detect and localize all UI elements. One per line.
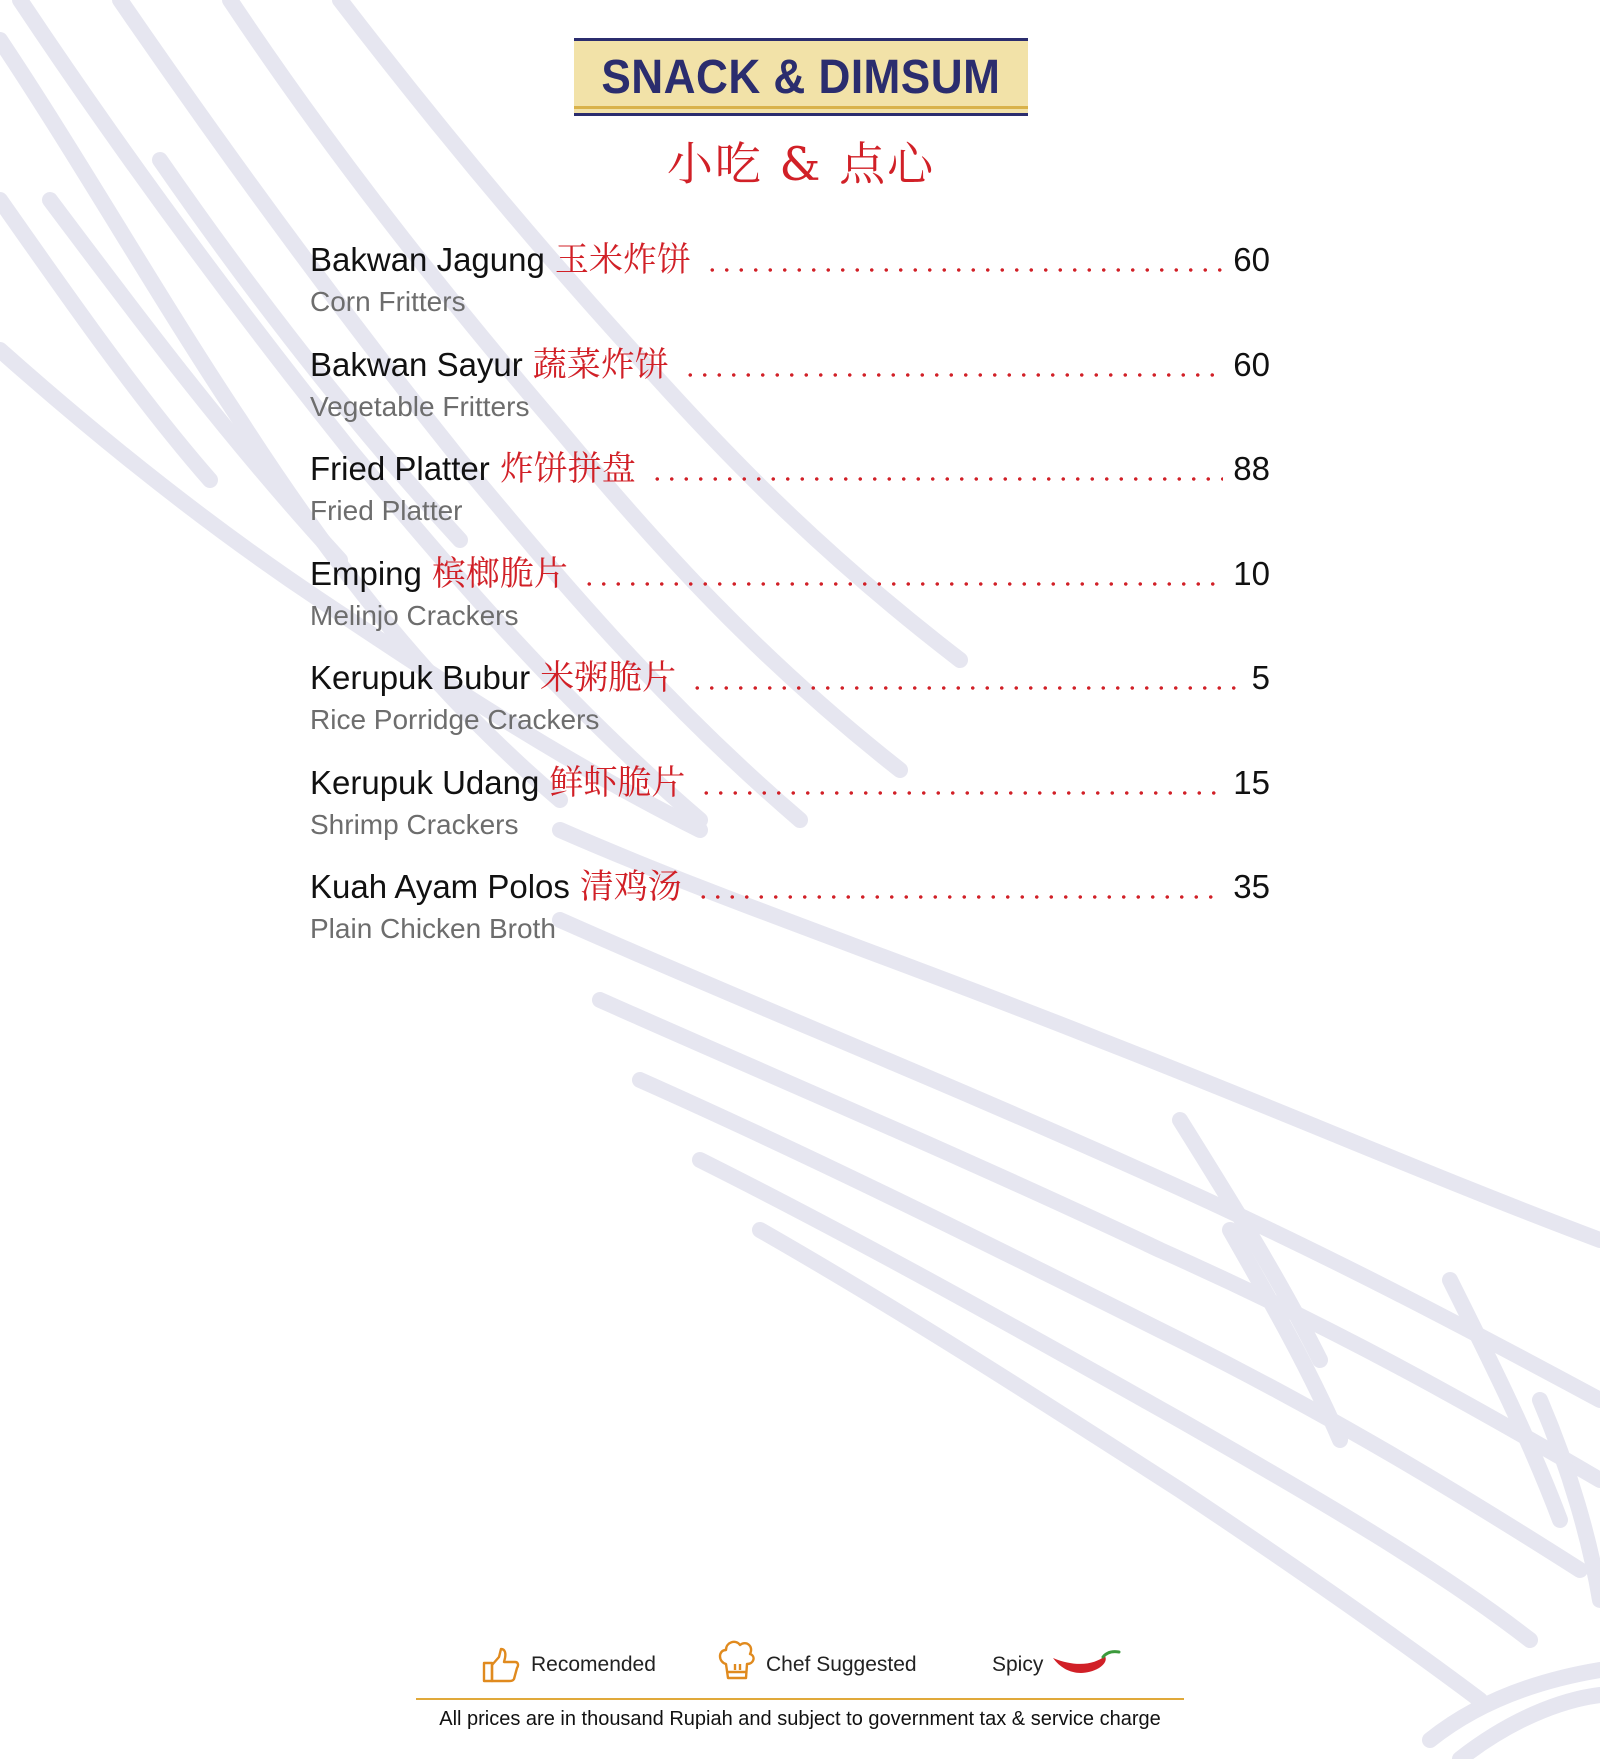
menu-item-chinese-name: 蔬菜炸饼 xyxy=(532,344,669,385)
menu-item-price: 5 xyxy=(1251,659,1270,696)
menu-item-row xyxy=(310,650,1270,702)
menu-item-chinese-name: 鲜虾脆片 xyxy=(549,762,686,803)
menu-item-price: 60 xyxy=(1233,241,1270,278)
menu-item xyxy=(310,441,1270,546)
menu-item-english-description: Corn Fritters xyxy=(310,286,466,317)
menu-item xyxy=(310,859,1270,964)
menu-item-name: Bakwan Sayur xyxy=(310,345,523,383)
menu-list xyxy=(310,232,1270,964)
legend-recommended xyxy=(481,1640,656,1690)
dot-leader xyxy=(683,373,1224,377)
dot-leader xyxy=(705,268,1223,272)
menu-item-english-description: Melinjo Crackers xyxy=(310,599,519,631)
thumbs-up-icon xyxy=(481,1645,521,1685)
menu-item-name: Emping xyxy=(310,554,422,592)
menu-item-row xyxy=(310,859,1270,911)
section-subtitle-chinese: 小吃 & 点心 xyxy=(666,137,936,191)
price-disclaimer: All prices are in thousand Rupiah and subject to government tax & service charge xyxy=(439,1708,1161,1730)
menu-item-price: 88 xyxy=(1233,450,1270,487)
menu-item-row xyxy=(310,337,1270,389)
menu-item-row xyxy=(310,441,1270,493)
menu-item-name: Kerupuk Udang xyxy=(310,763,540,801)
legend-recommended-label: Recomended xyxy=(531,1653,656,1676)
menu-item-price: 60 xyxy=(1233,345,1270,383)
menu-item-english-description: Plain Chicken Broth xyxy=(310,913,556,944)
dot-leader xyxy=(699,791,1223,795)
legend-divider xyxy=(416,1698,1184,1700)
menu-item-chinese-name: 清鸡汤 xyxy=(579,867,682,907)
menu-item xyxy=(310,337,1270,442)
menu-item xyxy=(310,650,1270,755)
menu-item-row xyxy=(310,755,1270,807)
chef-hat-icon xyxy=(716,1636,756,1684)
dot-leader xyxy=(650,477,1224,481)
dot-leader xyxy=(582,582,1223,586)
menu-item-price: 10 xyxy=(1233,554,1270,592)
menu-item-chinese-name: 炸饼拼盘 xyxy=(499,449,636,489)
dot-leader xyxy=(690,686,1242,690)
section-header-banner xyxy=(574,38,1028,116)
menu-item xyxy=(310,546,1270,651)
chili-pepper-icon xyxy=(1051,1648,1121,1682)
menu-item-chinese-name: 米粥脆片 xyxy=(540,658,677,698)
menu-item-name: Fried Platter xyxy=(310,450,490,487)
menu-item-name: Bakwan Jagung xyxy=(310,241,545,278)
legend-spicy-label: Spicy xyxy=(992,1653,1044,1676)
menu-item xyxy=(310,755,1270,860)
menu-item-name: Kuah Ayam Polos xyxy=(310,868,570,905)
legend-spicy xyxy=(992,1640,1121,1690)
menu-item-chinese-name: 槟榔脆片 xyxy=(431,553,568,594)
menu-item-row xyxy=(310,546,1270,598)
section-title: SNACK & DIMSUM xyxy=(601,50,1001,104)
menu-item-english-description: Rice Porridge Crackers xyxy=(310,704,600,735)
legend xyxy=(416,1640,1184,1690)
menu-item-row xyxy=(310,232,1270,284)
menu-item-english-description: Vegetable Fritters xyxy=(310,390,530,422)
legend-chef-label: Chef Suggested xyxy=(766,1653,917,1676)
dot-leader xyxy=(696,895,1223,899)
menu-item-english-description: Shrimp Crackers xyxy=(310,808,519,840)
menu-item-chinese-name: 玉米炸饼 xyxy=(554,240,691,280)
menu-item-english-description: Fried Platter xyxy=(310,495,463,526)
menu-item-price: 15 xyxy=(1233,763,1270,801)
menu-item-price: 35 xyxy=(1233,868,1270,905)
legend-chef xyxy=(716,1630,917,1690)
menu-item-name: Kerupuk Bubur xyxy=(310,659,531,696)
menu-item xyxy=(310,232,1270,337)
